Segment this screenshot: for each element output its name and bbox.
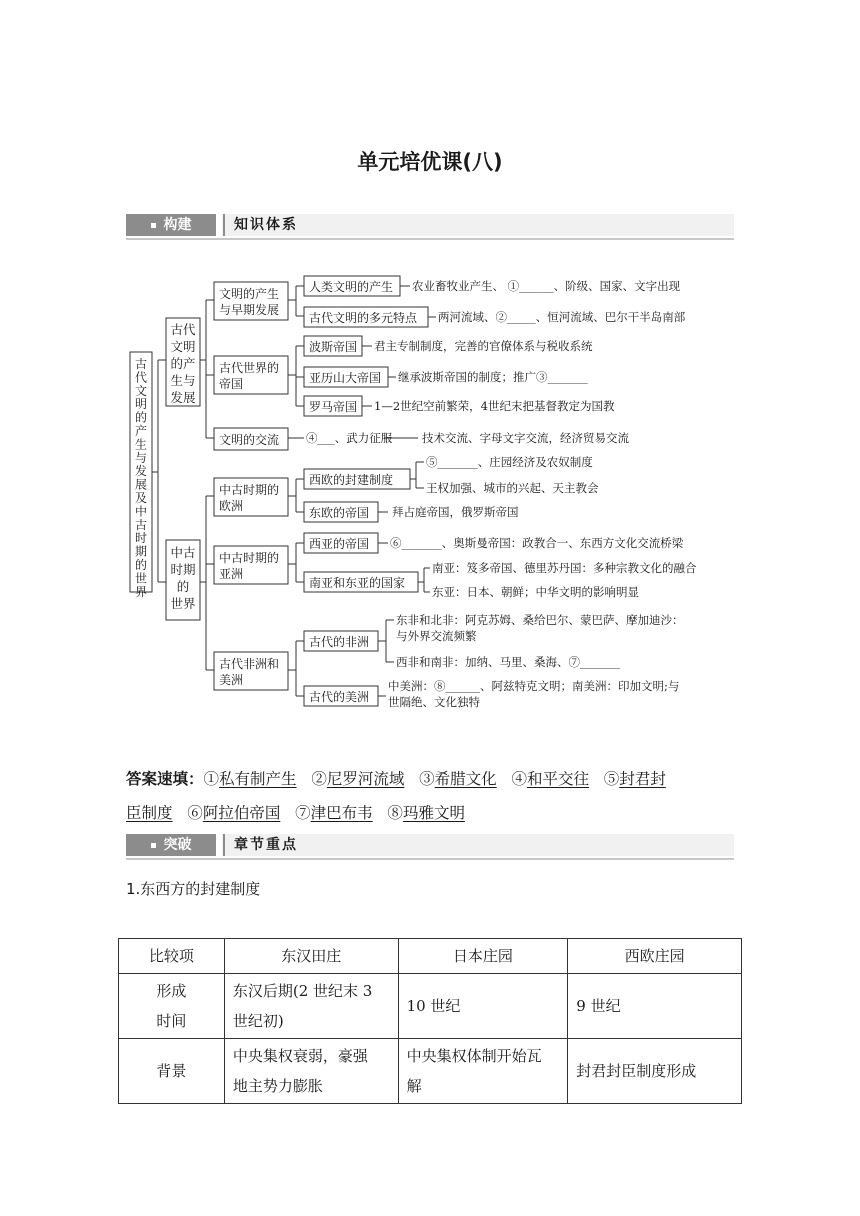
node-africa: 古代的非洲	[309, 635, 370, 649]
answer-num: ①	[203, 770, 220, 788]
node-ancient-empires: 古代世界的帝国	[219, 361, 280, 391]
node-medieval-europe: 中古时期的欧洲	[219, 483, 280, 513]
answer-1: 私有制产生	[219, 770, 297, 788]
answer-5a: 封君封	[619, 770, 666, 788]
section-banner-key-points	[126, 834, 734, 860]
banner-tag: 突破	[163, 837, 192, 853]
banner-label: 章节重点	[234, 837, 298, 853]
section-banner-knowledge	[126, 214, 734, 240]
node-rome: 罗马帝国	[309, 400, 358, 414]
answer-num: ⑤	[603, 770, 620, 788]
comparison-table	[118, 938, 742, 1104]
answer-8: 玛雅文明	[402, 804, 465, 822]
text-alexander: 继承波斯帝国的制度；推广③_______	[398, 370, 588, 384]
banner-label: 知识体系	[234, 217, 298, 233]
row-label: 背景	[119, 1039, 225, 1104]
node-medieval-asia: 中古时期的亚洲	[219, 551, 280, 581]
text-africa-1: 东非和北非：阿克苏姆、桑给巴尔、蒙巴萨、摩加迪沙：	[396, 613, 684, 627]
answer-num: ⑦	[295, 804, 311, 822]
text-east-europe: 拜占庭帝国，俄罗斯帝国	[392, 505, 519, 519]
node-south-east-asia: 南亚和东亚的国家	[309, 576, 406, 590]
text-persia: 君主专制制度，完善的官僚体系与税收系统	[374, 339, 593, 353]
text-africa-2: 西非和南非：加纳、马里、桑海、⑦_______	[396, 655, 621, 669]
table-header-row	[119, 939, 742, 974]
text-exchange-a: ④___、武力征服	[306, 431, 393, 445]
text-america-2: 世隔绝、文化独特	[388, 695, 480, 709]
table-cell: 中央集权衰弱，豪强 地主势力膨胀	[224, 1039, 398, 1104]
table-cell: 东汉后期(2 世纪末 3 世纪初)	[224, 974, 398, 1039]
table-header: 日本庄园	[398, 939, 568, 974]
answer-6: 阿拉伯帝国	[202, 804, 281, 822]
node-human-civ: 人类文明的产生	[309, 280, 394, 294]
table-cell: 中央集权体制开始瓦 解	[398, 1039, 568, 1104]
text-west-europe-1: ⑤_______、庄园经济及农奴制度	[426, 455, 593, 469]
text-west-europe-2: 王权加强、城市的兴起、天主教会	[426, 481, 599, 495]
answer-3: 希腊文化	[434, 770, 497, 788]
table-cell: 10 世纪	[398, 974, 568, 1039]
row-label: 形成 时间	[119, 974, 225, 1039]
node-diversity: 古代文明的多元特点	[309, 311, 418, 325]
table-row	[119, 974, 742, 1039]
mind-map	[0, 250, 860, 720]
text-east-asia: 东亚：日本、朝鲜；中华文明的影响明显	[432, 585, 639, 599]
answer-4: 和平交往	[526, 770, 589, 788]
answer-key	[126, 762, 746, 830]
node-exchange: 文明的交流	[219, 433, 280, 447]
answer-num: ③	[419, 770, 435, 788]
answer-num: ④	[511, 770, 527, 788]
answer-num: ⑥	[187, 804, 203, 822]
answer-2: 尼罗河流域	[326, 770, 405, 788]
answer-num: ②	[311, 770, 327, 788]
text-human-civ: 农业畜牧业产生、 ①______、阶级、国家、文字出现	[412, 279, 681, 293]
node-east-europe: 东欧的帝国	[309, 506, 370, 520]
text-exchange: 技术交流、字母文字交流，经济贸易交流	[422, 431, 629, 445]
table-header: 比较项	[119, 939, 225, 974]
table-cell: 封君封臣制度形成	[568, 1039, 742, 1104]
node-west-asia: 西亚的帝国	[309, 537, 370, 551]
node-africa-america: 古代非洲和美洲	[219, 657, 280, 687]
mindmap-branch2: 中古时期的世界	[170, 545, 196, 611]
mindmap-root: 古代文明的产生与发展及中古时期的世界	[134, 357, 148, 599]
section-heading: 1.东西方的封建制度	[126, 880, 261, 898]
text-diversity: 两河流域、②_____、恒河流域、巴尔干半岛南部	[438, 310, 686, 324]
text-west-asia: ⑥_______、奥斯曼帝国：政教合一、东西方文化交流桥梁	[390, 536, 684, 550]
answer-5b: 臣制度	[126, 804, 173, 822]
node-west-europe-feudal: 西欧的封建制度	[309, 473, 394, 487]
table-row	[119, 1039, 742, 1104]
answer-label: 答案速填：	[126, 770, 204, 788]
text-africa-1b: 与外界交流频繁	[396, 629, 477, 643]
node-alexander: 亚历山大帝国	[309, 371, 382, 385]
text-south-asia: 南亚：笈多帝国、德里苏丹国：多种宗教文化的融合	[432, 561, 697, 575]
banner-tag: 构建	[163, 217, 192, 233]
node-civilization-origin: 文明的产生与早期发展	[219, 287, 280, 317]
text-rome: 1—2世纪空前繁荣，4世纪末把基督教定为国教	[374, 399, 615, 413]
page-title: 单元培优课(八)	[357, 150, 503, 174]
table-header: 西欧庄园	[568, 939, 742, 974]
table-cell: 9 世纪	[568, 974, 742, 1039]
text-america-1: 中美洲：⑧______、阿兹特克文明；南美洲：印加文明;与	[388, 679, 680, 693]
node-persia: 波斯帝国	[309, 340, 358, 354]
mindmap-branch1: 古代文明的产生与发展	[170, 322, 196, 405]
answer-7: 津巴布韦	[310, 804, 373, 822]
answer-num: ⑧	[387, 804, 403, 822]
table-header: 东汉田庄	[224, 939, 398, 974]
node-america: 古代的美洲	[309, 690, 370, 704]
